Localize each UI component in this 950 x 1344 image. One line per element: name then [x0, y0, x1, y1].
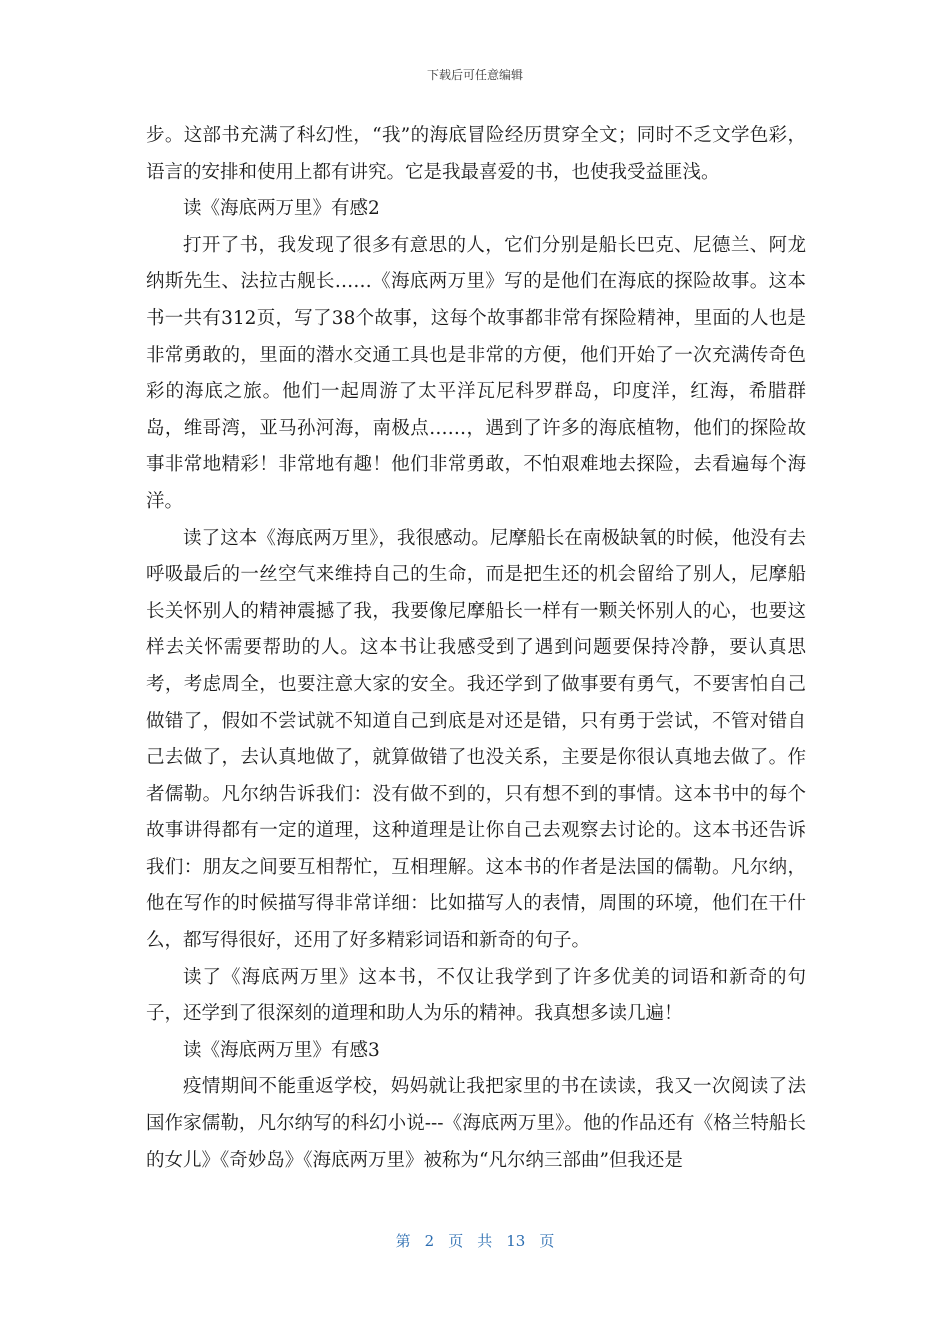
paragraph: 读了《海底两万里》这本书，不仅让我学到了许多优美的词语和新奇的句子，还学到了很深刻的道理和助人为乐的精神。我真想多读几遍！: [146, 966, 806, 1025]
paragraph: 打开了书，我发现了很多有意思的人，它们分别是船长巴克、尼德兰、阿龙纳斯先生、法拉古舰长……《海底两万里》写的是他们在海底的探险故事。这本书一共有312页，写了38个故事，这每个故事都非常有探险精神，里面的人也是非常勇敢的，里面的潜水交通工具也是非常的方便，他们开始了一次充满传奇色彩的海底之旅。他们一起周游了太平洋瓦尼科罗群岛，印度洋，红海，希腊群岛，维哥湾，亚马孙河海，南极点……，遇到了许多的海底植物，他们的探险故事非常地精彩！非常地有趣！他们非常勇敢，不怕艰难地去探险，去看遍每个海洋。: [146, 234, 806, 512]
paragraph: 疫情期间不能重返学校，妈妈就让我把家里的书在读读，我又一次阅读了法国作家儒勒，凡尔纳写的科幻小说---《海底两万里》。他的作品还有《格兰特船长的女儿》《奇妙岛》《海底两万里》被称为“凡尔纳三部曲”但我还是: [146, 1076, 806, 1171]
footer-ye: 页: [539, 1232, 555, 1250]
paragraph-continuation: 步。这部书充满了科幻性，“我”的海底冒险经历贯穿全文；同时不乏文学色彩，语言的安排和使用上都有讲究。它是我最喜爱的书，也使我受益匪浅。: [146, 125, 806, 183]
footer-gong: 共: [477, 1232, 493, 1250]
footer-total-pages: 13: [506, 1232, 526, 1250]
footer-di: 第: [395, 1232, 411, 1250]
page-header: 下载后可任意编辑: [426, 68, 523, 82]
paragraph: 读了这本《海底两万里》，我很感动。尼摩船长在南极缺氧的时候，他没有去呼吸最后的一丝空气来维持自己的生命，而是把生还的机会留给了别人，尼摩船长关怀别人的精神震撼了我，我要像尼摩船长一样有一颗关怀别人的心，也要这样去关怀需要帮助的人。这本书让我感受到了遇到问题要保持冷静，要认真思考，考虑周全，也要注意大家的安全。我还学到了做事要有勇气，不要害怕自己做错了，假如不尝试就不知道自己到底是对还是错，只有勇于尝试，不管对错自己去做了，去认真地做了，就算做错了也没关系，主要是你很认真地去做了。作者儒勒。凡尔纳告诉我们：没有做不到的，只有想不到的事情。这本书中的每个故事讲得都有一定的道理，这种道理是让你自己去观察去讨论的。这本书还告诉我们：朋友之间要互相帮忙，互相理解。这本书的作者是法国的儒勒。凡尔纳，他在写作的时候描写得非常详细：比如描写人的表情，周围的环境，他们在干什么，都写得很好，还用了好多精彩词语和新奇的句子。: [146, 527, 806, 952]
section-heading-2: 读《海底两万里》有感2: [183, 198, 380, 220]
section-heading-3: 读《海底两万里》有感3: [183, 1039, 380, 1061]
page-footer: [0, 1230, 950, 1251]
footer-ye: 页: [448, 1232, 464, 1250]
footer-page-number: 2: [424, 1232, 435, 1250]
document-body: [146, 118, 806, 1179]
